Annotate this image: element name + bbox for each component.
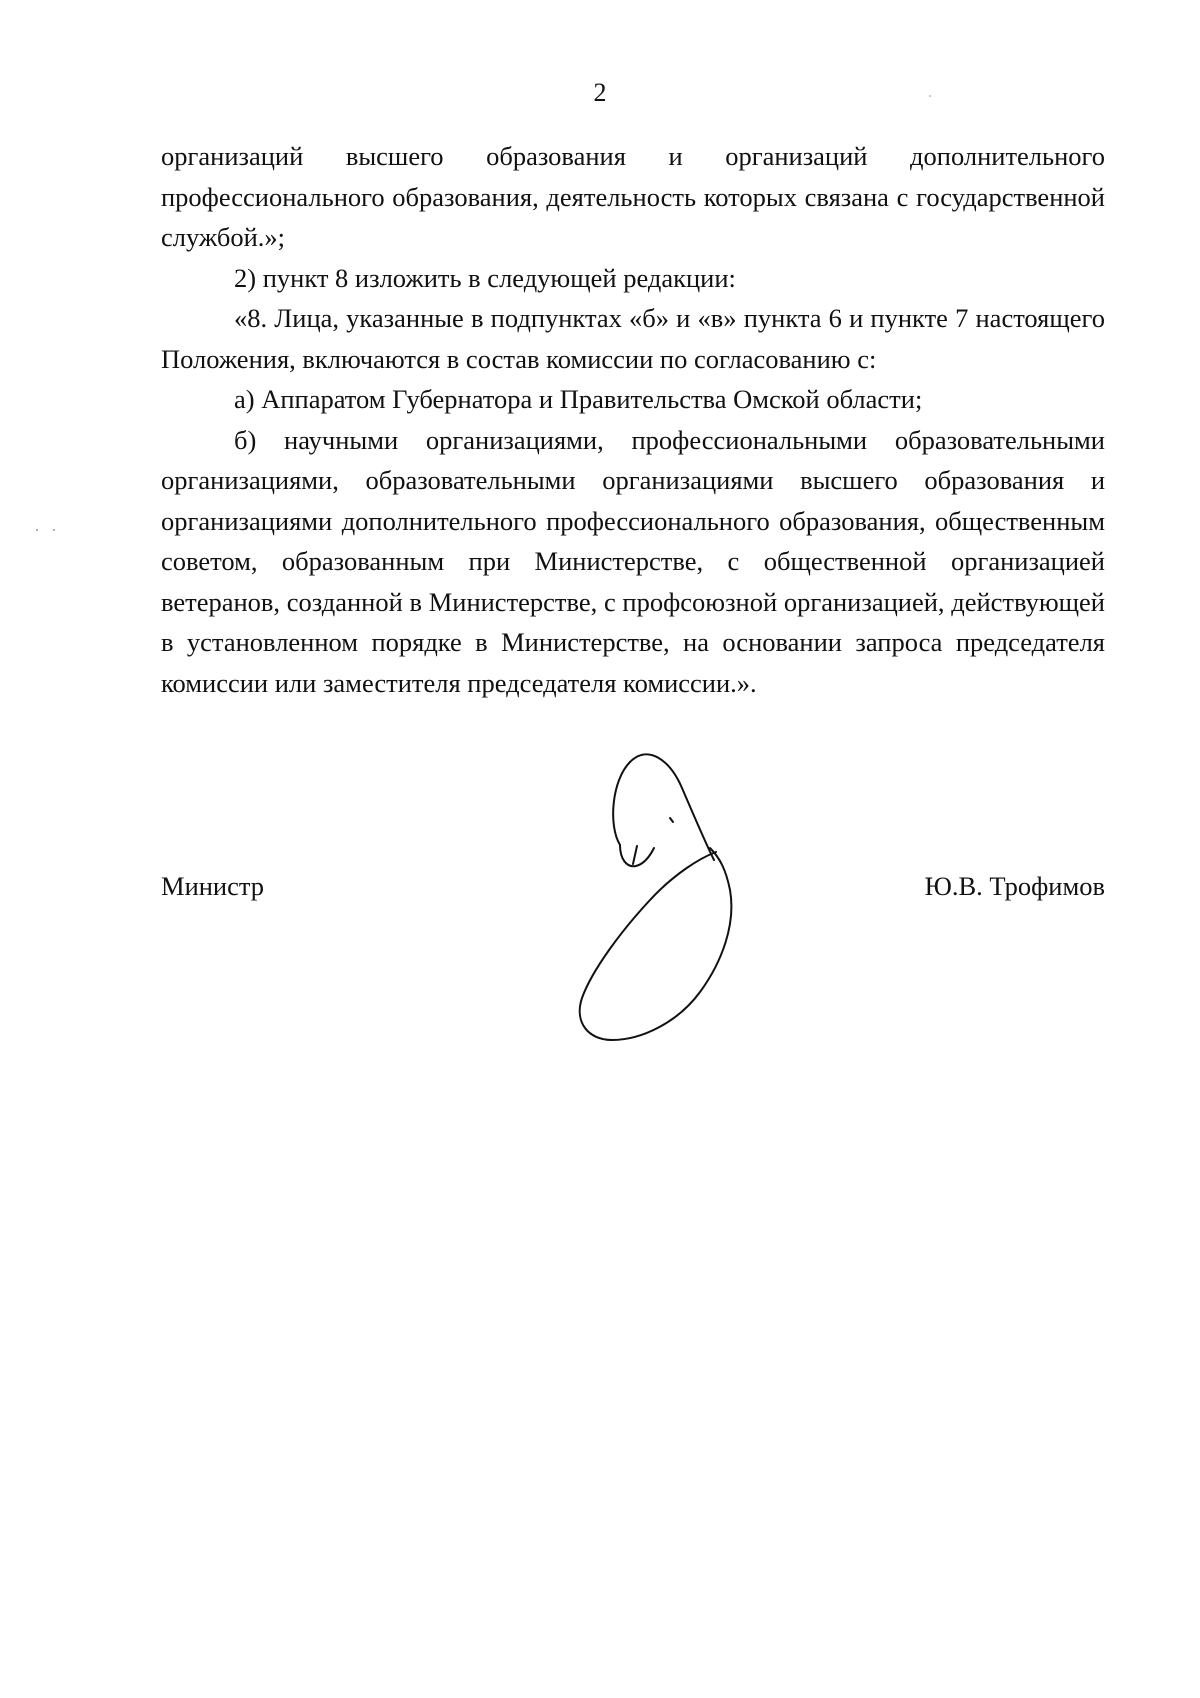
- signatory-name: Ю.В. Трофимов: [924, 871, 1105, 901]
- margin-marks: [34, 527, 58, 533]
- scan-speck: [928, 94, 932, 98]
- document-body: [161, 136, 1105, 703]
- paragraph-subitem-a: а) Аппаратом Губернатора и Правительства Омской области;: [234, 384, 923, 414]
- paragraph-continuation: организаций высшего образования и организаций дополнительного профессионального образования, деятельность которых связана с государственной службой.»;: [161, 141, 1105, 252]
- handwritten-signature: [560, 740, 760, 1070]
- paragraph-clause-8: «8. Лица, указанные в подпунктах «б» и «в» пункта 6 и пункте 7 настоящего Положения, включаются в состав комиссии по согласованию с:: [161, 303, 1105, 374]
- page-number: 2: [593, 78, 607, 107]
- signatory-title: Министр: [161, 871, 265, 901]
- paragraph-item-2: 2) пункт 8 изложить в следующей редакции:: [234, 262, 736, 293]
- paragraph-subitem-b: б) научными организациями, профессиональными образовательными организациями, образовательными организациями высшего образования и организациями дополнительного профессионального образования, общественным советом, образованным при Министерстве, с общественной организацией ветеранов, созданной в Министерстве, с профсоюзной организацией, действующей в установленном порядке в Министерстве, на основании запроса председателя комиссии или заместителя председателя комиссии.».: [161, 424, 1105, 698]
